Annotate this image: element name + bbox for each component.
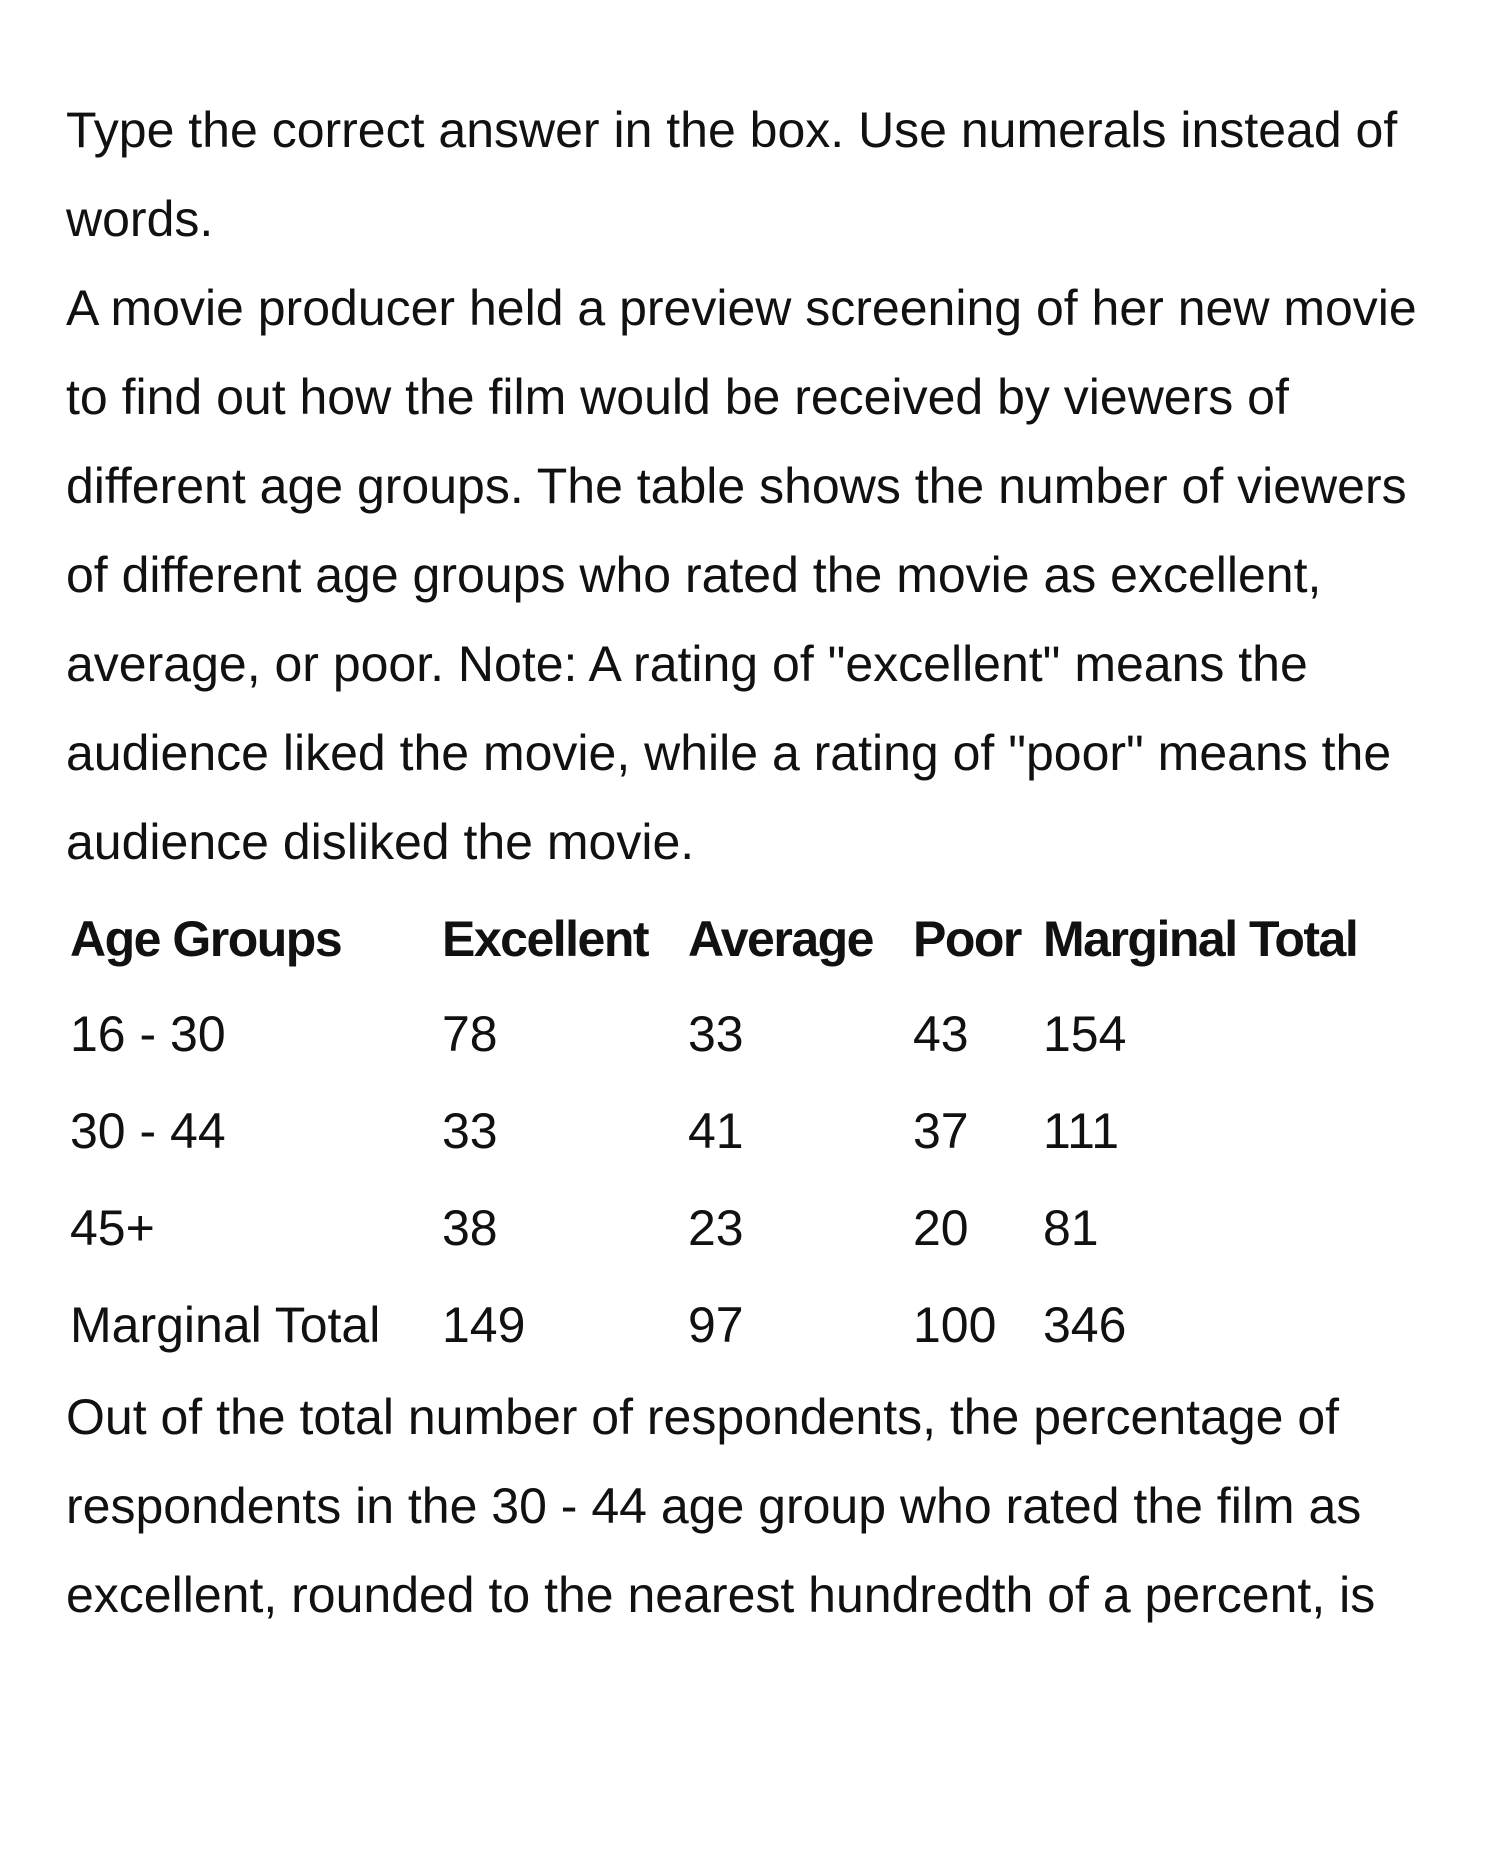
table-cell: 38 [442, 1199, 498, 1256]
table-cell: 100 [913, 1296, 997, 1353]
table-row [70, 985, 1423, 1082]
table-row [70, 1179, 1423, 1276]
question-content [66, 86, 1456, 1640]
table-cell: 43 [913, 1005, 969, 1062]
table-cell: 81 [1043, 1199, 1099, 1256]
table-cell: 41 [688, 1102, 744, 1159]
table-cell: 97 [688, 1296, 744, 1353]
table-cell: 346 [1043, 1296, 1127, 1353]
table-cell: 23 [688, 1199, 744, 1256]
table-row [70, 1082, 1423, 1179]
table-cell: 33 [688, 1005, 744, 1062]
question-text: Out of the total number of respondents, the percentage of respondents in the 30 - 44 age group who rated the film as excellent, rounded to the nearest hundredth of a percent, is [66, 1389, 1376, 1623]
intro-text: A movie producer held a preview screening of her new movie to find out how the film would be received by viewers of different age groups. The table shows the number of viewers of different age groups who rated the movie as excellent, average, or poor. Note: A rating of "excellent" means the audience liked the movie, while a rating of "poor" means the audience disliked the movie. [66, 280, 1417, 870]
table-row [70, 1276, 1423, 1373]
header-marginal-total: Marginal Total [1043, 911, 1358, 967]
table-cell: 149 [442, 1296, 526, 1353]
table-header-row [70, 893, 1423, 985]
table-cell: 154 [1043, 1005, 1127, 1062]
table-cell: 37 [913, 1102, 969, 1159]
table-cell: 33 [442, 1102, 498, 1159]
header-poor: Poor [913, 911, 1021, 967]
table-cell: 45+ [70, 1199, 155, 1256]
header-excellent: Excellent [442, 911, 649, 967]
header-age-groups: Age Groups [70, 911, 342, 967]
table-cell: 30 - 44 [70, 1102, 226, 1159]
table-cell: 20 [913, 1199, 969, 1256]
ratings-table [70, 893, 1423, 1373]
table-cell: 111 [1043, 1102, 1120, 1159]
table-cell: 78 [442, 1005, 498, 1062]
table-cell: Marginal Total [70, 1296, 381, 1353]
table-cell: 16 - 30 [70, 1005, 226, 1062]
header-average: Average [688, 911, 873, 967]
instructions-text: Type the correct answer in the box. Use numerals instead of words. [66, 102, 1398, 247]
